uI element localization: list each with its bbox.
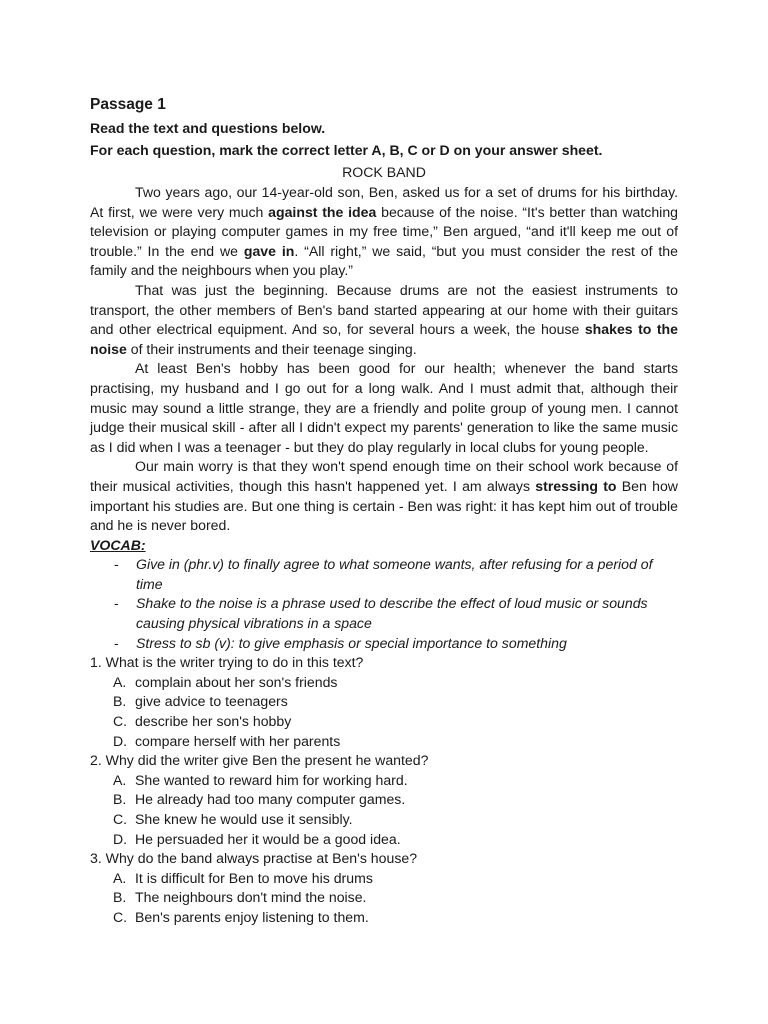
passage-body [90, 183, 678, 536]
highlighted-phrase: against the idea [268, 203, 377, 220]
option-letter: D. [113, 830, 128, 847]
question-text: 1. What is the writer trying to do in this text? [90, 654, 364, 671]
option-text: He persuaded her it would be a good idea. [135, 830, 401, 847]
option-letter: B. [113, 693, 127, 710]
option-list [90, 771, 678, 849]
option-text: She knew he would use it sensibly. [135, 811, 353, 827]
option-letter: B. [113, 791, 127, 808]
body-paragraph: Our main worry is that they won't spend enough time on their school work because of their musical activities, though this hasn't happened yet. I am always stressing to Ben how important his studies are. But one thing is certain - Ben was right: it has kept him out of trouble and he is never bored. [90, 458, 678, 534]
option-letter: A. [113, 673, 127, 690]
answer-option [90, 908, 678, 928]
answer-option [90, 771, 678, 791]
answer-option [90, 869, 678, 889]
vocab-list [90, 555, 678, 653]
body-paragraph: Two years ago, our 14-year-old son, Ben, asked us for a set of drums for his birthday. At first, we were very much against the idea because of the noise. “It's better than watching television or playing computer games in my free time,” Ben argued, “and it'll keep me out of trouble.” In the end we gave in. “All right,” we said, “but you must consider the rest of the family and the neighbours when you play.” [90, 184, 678, 279]
answer-option [90, 810, 678, 830]
answer-option [90, 692, 678, 712]
option-list [90, 673, 678, 751]
option-text: It is difficult for Ben to move his drums [135, 869, 373, 886]
answer-option [90, 732, 678, 752]
vocab-item: - Give in (phr.v) to finally agree to what someone wants, after refusing for a period of time [90, 555, 678, 594]
option-letter: D. [113, 732, 128, 749]
passage-title: ROCK BAND [342, 164, 426, 180]
option-letter: C. [113, 908, 128, 925]
instruction-line: For each question, mark the correct letter A, B, C or D on your answer sheet. [90, 142, 603, 158]
option-text: The neighbours don't mind the noise. [135, 889, 367, 906]
question-text: 3. Why do the band always practise at Ben's house? [90, 850, 418, 867]
highlighted-phrase: shakes to the noise [90, 321, 678, 357]
body-paragraph: At least Ben's hobby has been good for our health; whenever the band starts practising, my husband and I go out for a long walk. And I must admit that, although their music may sound a little strange, they are a friendly and polite group of young men. I cannot judge their musical skill - after all I didn't expect my parents' generation to like the same music as I did when I was a teenager - but they do play regularly in local clubs for young people. [90, 360, 678, 455]
option-text: Ben's parents enjoy listening to them. [135, 908, 369, 925]
body-paragraph: That was just the beginning. Because drums are not the easiest instruments to transport, the other members of Ben's band started appearing at our home with their guitars and other electrical equipment. And so, for several hours a week, the house shakes to the noise of their instruments and their teenage singing. [90, 281, 678, 357]
document-page [90, 93, 678, 928]
option-letter: A. [113, 771, 127, 788]
answer-option [90, 790, 678, 810]
option-text: describe her son's hobby [135, 713, 292, 730]
answer-option [90, 712, 678, 732]
option-text: give advice to teenagers [135, 693, 288, 710]
highlighted-phrase: stressing to [535, 477, 617, 494]
option-letter: B. [113, 889, 127, 906]
question-list [90, 653, 678, 927]
option-text: compare herself with her parents [135, 732, 341, 749]
question-text: 2. Why did the writer give Ben the present he wanted? [90, 752, 429, 769]
highlighted-phrase: gave in [243, 242, 295, 259]
option-text: He already had too many computer games. [135, 791, 406, 808]
answer-option [90, 830, 678, 850]
option-list [90, 869, 678, 928]
vocab-item: - Shake to the noise is a phrase used to describe the effect of loud music or sounds causing physical vibrations in a space [90, 594, 678, 633]
vocab-item: - Stress to sb (v): to give emphasis or special importance to something [90, 634, 678, 654]
instruction-line: Read the text and questions below. [90, 120, 326, 136]
option-text: She wanted to reward him for working hard. [135, 771, 408, 788]
passage-heading: Passage 1 [90, 96, 166, 113]
option-letter: C. [113, 713, 128, 730]
option-letter: C. [113, 811, 128, 827]
option-text: complain about her son's friends [135, 673, 338, 690]
answer-option [90, 888, 678, 908]
option-letter: A. [113, 869, 127, 886]
vocab-heading: VOCAB: [90, 536, 146, 553]
answer-option [90, 673, 678, 693]
